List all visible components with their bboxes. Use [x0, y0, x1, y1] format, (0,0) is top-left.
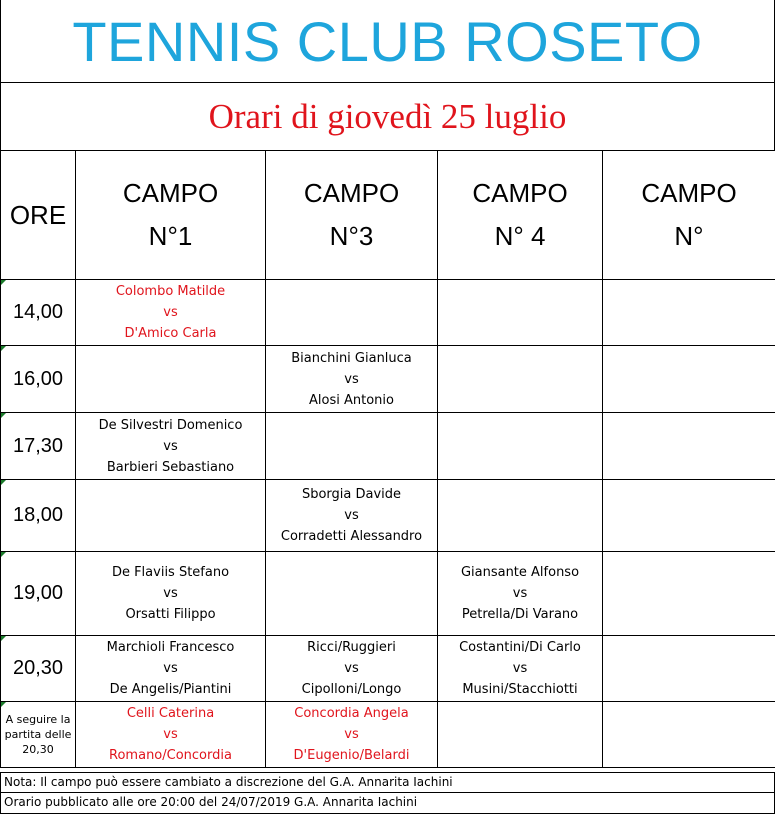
- match-cell-c4: [438, 552, 603, 636]
- time-cell: [1, 636, 76, 702]
- versus-label: vs: [163, 438, 178, 454]
- match-cell-c5: [603, 480, 775, 552]
- schedule-row: [1, 552, 775, 636]
- time-note-line: partita delle: [4, 728, 72, 741]
- versus-label: vs: [512, 661, 528, 676]
- time-label: 18,00: [12, 504, 64, 526]
- player-name: De Flaviis Stefano: [111, 565, 230, 580]
- player-name: De Angelis/Piantini: [109, 682, 232, 697]
- cell-comment-marker: [1, 702, 6, 707]
- cell-comment-marker: [1, 480, 6, 485]
- match-cell-c5: [603, 413, 775, 480]
- cell-comment-marker: [1, 552, 6, 557]
- match-cell-c5: [603, 636, 775, 702]
- match-cell-c4: [438, 346, 603, 413]
- schedule-row: [1, 636, 775, 702]
- court-header-blank: [603, 151, 775, 280]
- match-cell-c1: [76, 480, 266, 552]
- player-name: Alosi Antonio: [309, 392, 394, 408]
- time-note-line: A seguire la: [5, 713, 71, 726]
- player-name: Petrella/Di Varano: [461, 607, 579, 622]
- match-cell-c3: [266, 480, 438, 552]
- court-header-3: [266, 151, 438, 280]
- cell-comment-marker: [1, 280, 6, 285]
- versus-label: vs: [344, 371, 359, 387]
- match-cell-c3: [266, 413, 438, 480]
- player-name: Ricci/Ruggieri: [307, 640, 396, 655]
- player-name: D'Eugenio/Belardi: [293, 748, 410, 763]
- match-cell-c1: [76, 636, 266, 702]
- match-cell-c4: [438, 702, 603, 768]
- match-cell-c1: [76, 346, 266, 413]
- court-header-label: CAMPO: [303, 178, 400, 208]
- player-name: Bianchini Gianluca: [291, 350, 412, 366]
- schedule-row: [1, 702, 775, 768]
- match-cell-c4: [438, 636, 603, 702]
- time-cell: [1, 552, 76, 636]
- court-header-4: [438, 151, 603, 280]
- match-cell-c5: [603, 702, 775, 768]
- schedule-row: [1, 346, 775, 413]
- player-name: Orsatti Filippo: [125, 607, 216, 622]
- versus-label: vs: [344, 661, 359, 676]
- court-header-number: N°1: [148, 221, 193, 251]
- match-cell-c3: [266, 702, 438, 768]
- match-cell-c5: [603, 280, 775, 346]
- header-row: [1, 151, 775, 280]
- match-cell-c4: [438, 413, 603, 480]
- player-name: Musini/Stacchiotti: [462, 682, 578, 697]
- player-name: Costantini/Di Carlo: [459, 640, 581, 655]
- schedule-body: [1, 280, 775, 768]
- court-header-number: N°3: [329, 221, 374, 251]
- time-label: 17,30: [12, 434, 64, 457]
- player-name: Sborgia Davide: [301, 487, 402, 502]
- player-name: Barbieri Sebastiano: [106, 459, 235, 475]
- match-cell-c1: [76, 413, 266, 480]
- match-cell-c3: [266, 346, 438, 413]
- player-name: Colombo Matilde: [115, 284, 226, 299]
- player-name: Concordia Angela: [294, 706, 409, 721]
- cell-comment-marker: [1, 413, 6, 418]
- ore-header: ORE: [1, 151, 76, 280]
- versus-label: vs: [163, 727, 178, 742]
- versus-label: vs: [344, 727, 359, 742]
- match-cell-c1: [76, 280, 266, 346]
- match-cell-c5: [603, 552, 775, 636]
- schedule-date-subtitle: Orari di giovedì 25 luglio: [0, 82, 775, 150]
- player-name: Giansante Alfonso: [460, 565, 580, 580]
- court-header-number: N° 4: [494, 221, 546, 251]
- published-note: Orario pubblicato alle ore 20:00 del 24/07/2019 G.A. Annarita Iachini: [0, 793, 775, 814]
- time-cell: [1, 480, 76, 552]
- club-title: TENNIS CLUB ROSETO: [0, 0, 775, 82]
- match-cell-c1: [76, 702, 266, 768]
- player-name: Corradetti Alessandro: [280, 529, 423, 544]
- match-cell-c4: [438, 280, 603, 346]
- match-cell-c3: [266, 636, 438, 702]
- versus-label: vs: [163, 305, 178, 320]
- player-name: Marchioli Francesco: [106, 640, 235, 655]
- schedule-row: [1, 480, 775, 552]
- player-name: D'Amico Carla: [124, 326, 217, 341]
- time-label: 16,00: [12, 367, 64, 390]
- time-cell: [1, 280, 76, 346]
- match-cell-c5: [603, 346, 775, 413]
- schedule-row: [1, 413, 775, 480]
- cell-comment-marker: [1, 346, 6, 351]
- player-name: De Silvestri Domenico: [98, 417, 243, 433]
- time-cell: [1, 413, 76, 480]
- time-label: 20,30: [12, 657, 64, 679]
- versus-label: vs: [512, 586, 528, 601]
- player-name: Cipolloni/Longo: [301, 682, 402, 697]
- time-label: 19,00: [12, 582, 64, 604]
- time-cell: [1, 346, 76, 413]
- court-header-number: N°: [674, 221, 704, 251]
- versus-label: vs: [163, 661, 178, 676]
- court-header-label: CAMPO: [641, 178, 737, 208]
- versus-label: vs: [344, 508, 359, 523]
- schedule-row: [1, 280, 775, 346]
- court-header-1: [76, 151, 266, 280]
- time-label: 14,00: [12, 301, 64, 323]
- time-cell: [1, 702, 76, 768]
- match-cell-c3: [266, 280, 438, 346]
- player-name: Celli Caterina: [126, 706, 215, 721]
- schedule-table: [0, 150, 775, 768]
- match-cell-c1: [76, 552, 266, 636]
- versus-label: vs: [163, 586, 178, 601]
- time-note-line: 20,30: [22, 743, 54, 756]
- match-cell-c4: [438, 480, 603, 552]
- player-name: Romano/Concordia: [109, 748, 232, 763]
- cell-comment-marker: [1, 636, 6, 641]
- court-change-note: Nota: Il campo può essere cambiato a discrezione del G.A. Annarita Iachini: [0, 772, 775, 793]
- match-cell-c3: [266, 552, 438, 636]
- court-header-label: CAMPO: [122, 178, 219, 208]
- court-header-label: CAMPO: [472, 178, 568, 208]
